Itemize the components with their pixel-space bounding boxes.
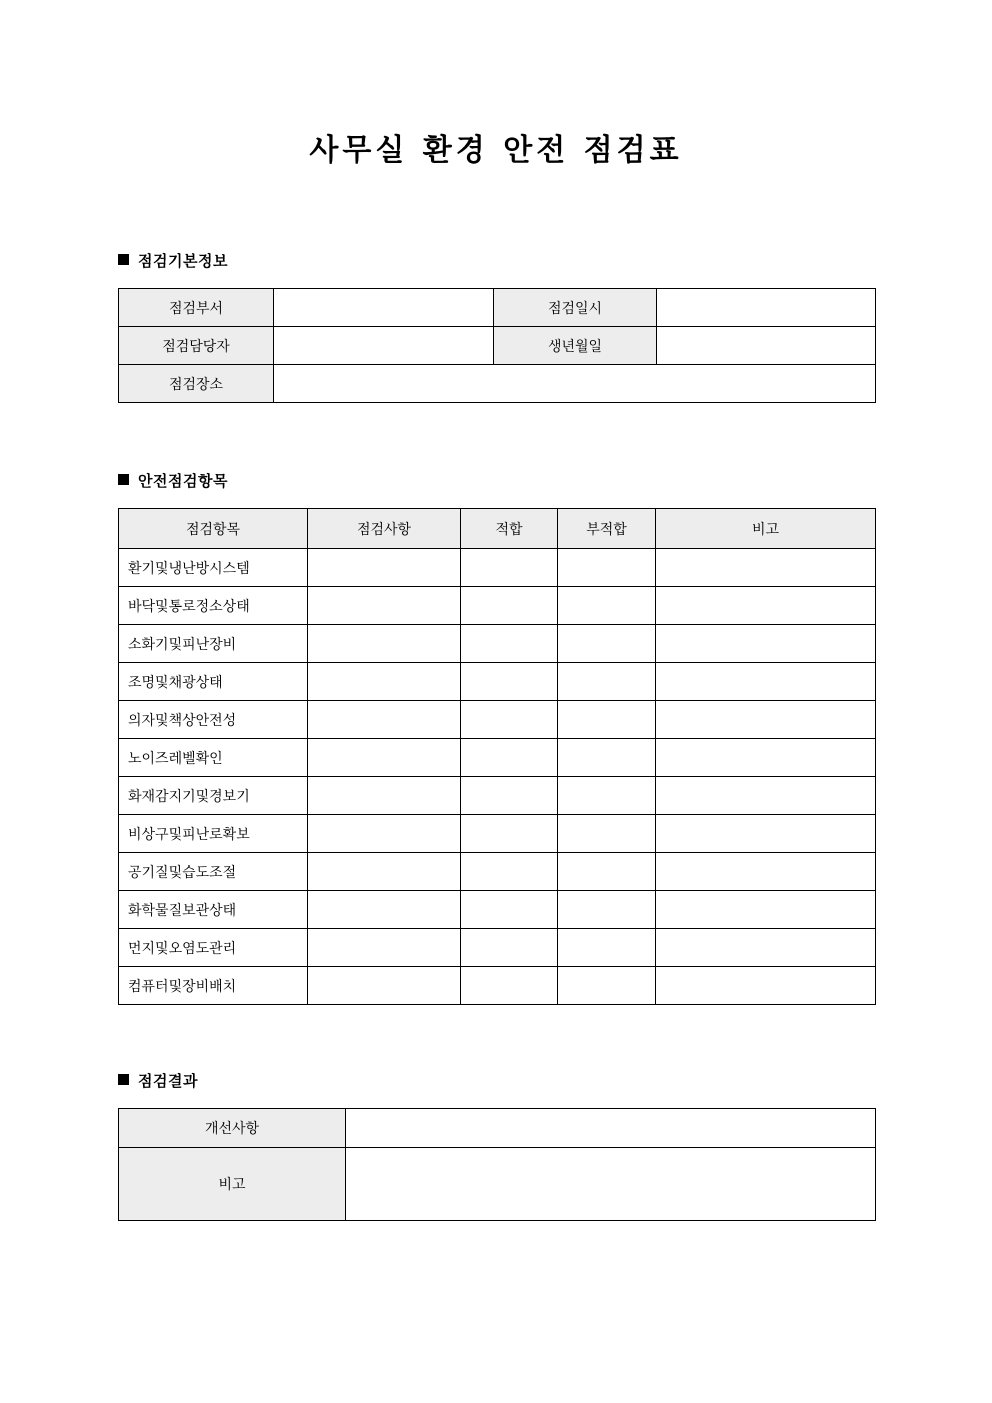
table-row	[119, 327, 876, 365]
label-inspector: 점검담당자	[119, 327, 274, 365]
label-birthdate: 생년월일	[494, 327, 657, 365]
table-row	[119, 739, 876, 777]
table-header-row	[119, 509, 876, 549]
table-row	[119, 289, 876, 327]
checklist-item-pass[interactable]	[461, 853, 558, 891]
checklist-item-name: 화재감지기및경보기	[119, 777, 308, 815]
checklist-item-detail[interactable]	[308, 701, 461, 739]
checklist-item-fail[interactable]	[558, 701, 656, 739]
checklist-item-name: 조명및채광상태	[119, 663, 308, 701]
table-row	[119, 701, 876, 739]
checklist-item-detail[interactable]	[308, 815, 461, 853]
checklist-item-pass[interactable]	[461, 777, 558, 815]
checklist-item-pass[interactable]	[461, 701, 558, 739]
checklist-item-name: 노이즈레벨확인	[119, 739, 308, 777]
table-row	[119, 365, 876, 403]
field-inspector[interactable]	[274, 327, 494, 365]
section-heading-inspection-result-label: 점검결과	[138, 1072, 198, 1090]
table-row	[119, 1109, 876, 1148]
checklist-item-detail[interactable]	[308, 929, 461, 967]
field-birthdate[interactable]	[657, 327, 876, 365]
checklist-item-fail[interactable]	[558, 663, 656, 701]
checklist-item-pass[interactable]	[461, 929, 558, 967]
square-bullet-icon	[118, 474, 129, 485]
checklist-item-name: 의자및책상안전성	[119, 701, 308, 739]
table-row	[119, 663, 876, 701]
label-remarks: 비고	[119, 1148, 346, 1221]
checklist-item-note[interactable]	[656, 815, 876, 853]
label-inspection-department: 점검부서	[119, 289, 274, 327]
square-bullet-icon	[118, 1074, 129, 1085]
column-header-note: 비고	[656, 509, 876, 549]
checklist-item-detail[interactable]	[308, 663, 461, 701]
checklist-item-note[interactable]	[656, 967, 876, 1005]
column-header-item: 점검항목	[119, 509, 308, 549]
label-inspection-datetime: 점검일시	[494, 289, 657, 327]
checklist-item-note[interactable]	[656, 929, 876, 967]
column-header-pass: 적합	[461, 509, 558, 549]
table-row	[119, 777, 876, 815]
checklist-item-name: 컴퓨터및장비배치	[119, 967, 308, 1005]
checklist-item-name: 먼지및오염도관리	[119, 929, 308, 967]
checklist-item-note[interactable]	[656, 701, 876, 739]
checklist-item-pass[interactable]	[461, 815, 558, 853]
checklist-item-detail[interactable]	[308, 967, 461, 1005]
checklist-item-fail[interactable]	[558, 853, 656, 891]
checklist-item-name: 공기질및습도조절	[119, 853, 308, 891]
checklist-item-fail[interactable]	[558, 815, 656, 853]
inspection-result-table	[118, 1108, 876, 1221]
checklist-item-name: 바닥및통로정소상태	[119, 587, 308, 625]
table-row	[119, 891, 876, 929]
checklist-item-note[interactable]	[656, 587, 876, 625]
square-bullet-icon	[118, 254, 129, 265]
field-inspection-location[interactable]	[274, 365, 876, 403]
checklist-item-detail[interactable]	[308, 549, 461, 587]
inspection-items-table	[118, 508, 876, 1005]
section-heading-basic-info-label: 점검기본정보	[138, 252, 228, 270]
checklist-item-detail[interactable]	[308, 891, 461, 929]
checklist-item-fail[interactable]	[558, 587, 656, 625]
checklist-item-name: 화학물질보관상태	[119, 891, 308, 929]
checklist-item-fail[interactable]	[558, 891, 656, 929]
checklist-item-detail[interactable]	[308, 625, 461, 663]
column-header-detail: 점검사항	[308, 509, 461, 549]
basic-info-table	[118, 288, 876, 403]
checklist-item-note[interactable]	[656, 739, 876, 777]
table-row	[119, 967, 876, 1005]
section-heading-inspection-result	[118, 1070, 198, 1091]
table-row	[119, 929, 876, 967]
checklist-item-name: 환기및냉난방시스템	[119, 549, 308, 587]
checklist-item-note[interactable]	[656, 549, 876, 587]
checklist-item-note[interactable]	[656, 891, 876, 929]
checklist-item-fail[interactable]	[558, 549, 656, 587]
checklist-item-fail[interactable]	[558, 625, 656, 663]
table-row	[119, 1148, 876, 1221]
checklist-item-pass[interactable]	[461, 663, 558, 701]
page-title: 사무실 환경 안전 점검표	[309, 133, 683, 168]
checklist-item-pass[interactable]	[461, 625, 558, 663]
checklist-item-pass[interactable]	[461, 587, 558, 625]
table-row	[119, 815, 876, 853]
checklist-item-detail[interactable]	[308, 853, 461, 891]
checklist-item-detail[interactable]	[308, 777, 461, 815]
checklist-item-note[interactable]	[656, 777, 876, 815]
table-row	[119, 549, 876, 587]
checklist-item-note[interactable]	[656, 625, 876, 663]
field-improvements[interactable]	[346, 1109, 876, 1148]
section-heading-basic-info	[118, 250, 228, 271]
table-row	[119, 587, 876, 625]
checklist-item-note[interactable]	[656, 853, 876, 891]
checklist-item-note[interactable]	[656, 663, 876, 701]
checklist-item-fail[interactable]	[558, 967, 656, 1005]
column-header-fail: 부적합	[558, 509, 656, 549]
checklist-item-name: 비상구및피난로확보	[119, 815, 308, 853]
section-heading-inspection-items-label: 안전점검항목	[138, 472, 228, 490]
field-inspection-datetime[interactable]	[657, 289, 876, 327]
checklist-item-detail[interactable]	[308, 739, 461, 777]
checklist-item-fail[interactable]	[558, 929, 656, 967]
field-remarks[interactable]	[346, 1148, 876, 1221]
section-heading-inspection-items	[118, 470, 228, 491]
label-inspection-location: 점검장소	[119, 365, 274, 403]
checklist-item-pass[interactable]	[461, 891, 558, 929]
checklist-item-pass[interactable]	[461, 739, 558, 777]
checklist-item-detail[interactable]	[308, 587, 461, 625]
checklist-item-name: 소화기및피난장비	[119, 625, 308, 663]
field-inspection-department[interactable]	[274, 289, 494, 327]
checklist-item-fail[interactable]	[558, 777, 656, 815]
label-improvements: 개선사항	[119, 1109, 346, 1148]
checklist-item-pass[interactable]	[461, 549, 558, 587]
checklist-item-fail[interactable]	[558, 739, 656, 777]
table-row	[119, 853, 876, 891]
table-row	[119, 625, 876, 663]
checklist-item-pass[interactable]	[461, 967, 558, 1005]
